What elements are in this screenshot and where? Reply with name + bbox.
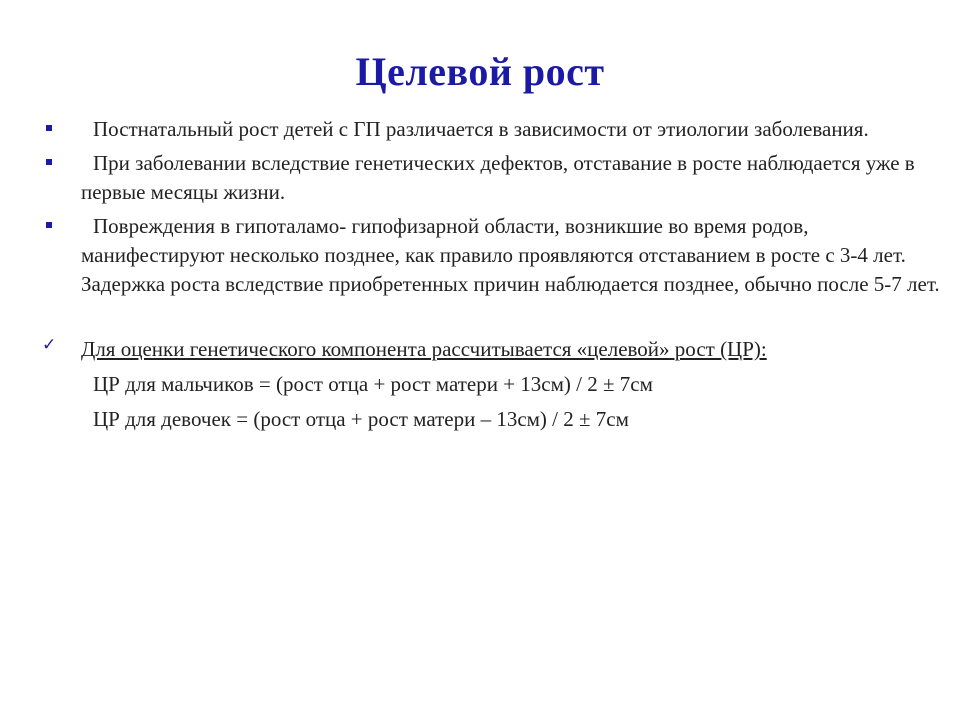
square-bullet-icon	[46, 159, 52, 165]
square-bullet-icon	[46, 125, 52, 131]
bullet-item	[42, 115, 947, 144]
formula-boys: ЦР для мальчиков = (рост отца + рост матери + 13см) / 2 ± 7см	[93, 372, 653, 396]
bullet-text: При заболевании вследствие генетических дефектов, отставание в росте наблюдается уже в первые месяцы жизни.	[81, 151, 915, 204]
bullet-item	[42, 212, 947, 299]
spacer	[42, 304, 947, 335]
bullet-text: Повреждения в гипоталамо- гипофизарной области, возникшие во время родов, манифестируют несколько позднее, как правило проявляются отставанием в росте с 3-4 лет. Задержка роста вследствие приобретенных причин наблюдается позднее, обычно после 5-7 лет.	[81, 214, 940, 296]
checkmark-icon: ✓	[42, 335, 57, 355]
bullet-item	[42, 149, 947, 207]
square-bullet-icon	[46, 222, 52, 228]
check-item-text: Для оценки генетического компонента рассчитывается «целевой» рост (ЦР):	[81, 337, 767, 361]
bullet-list	[42, 115, 947, 434]
check-item	[42, 335, 947, 364]
slide-title: Целевой рост	[355, 49, 605, 94]
bullet-text: Постнатальный рост детей с ГП различается в зависимости от этиологии заболевания.	[93, 117, 869, 141]
formula-girls: ЦР для девочек = (рост отца + рост матери – 13см) / 2 ± 7см	[93, 407, 629, 431]
